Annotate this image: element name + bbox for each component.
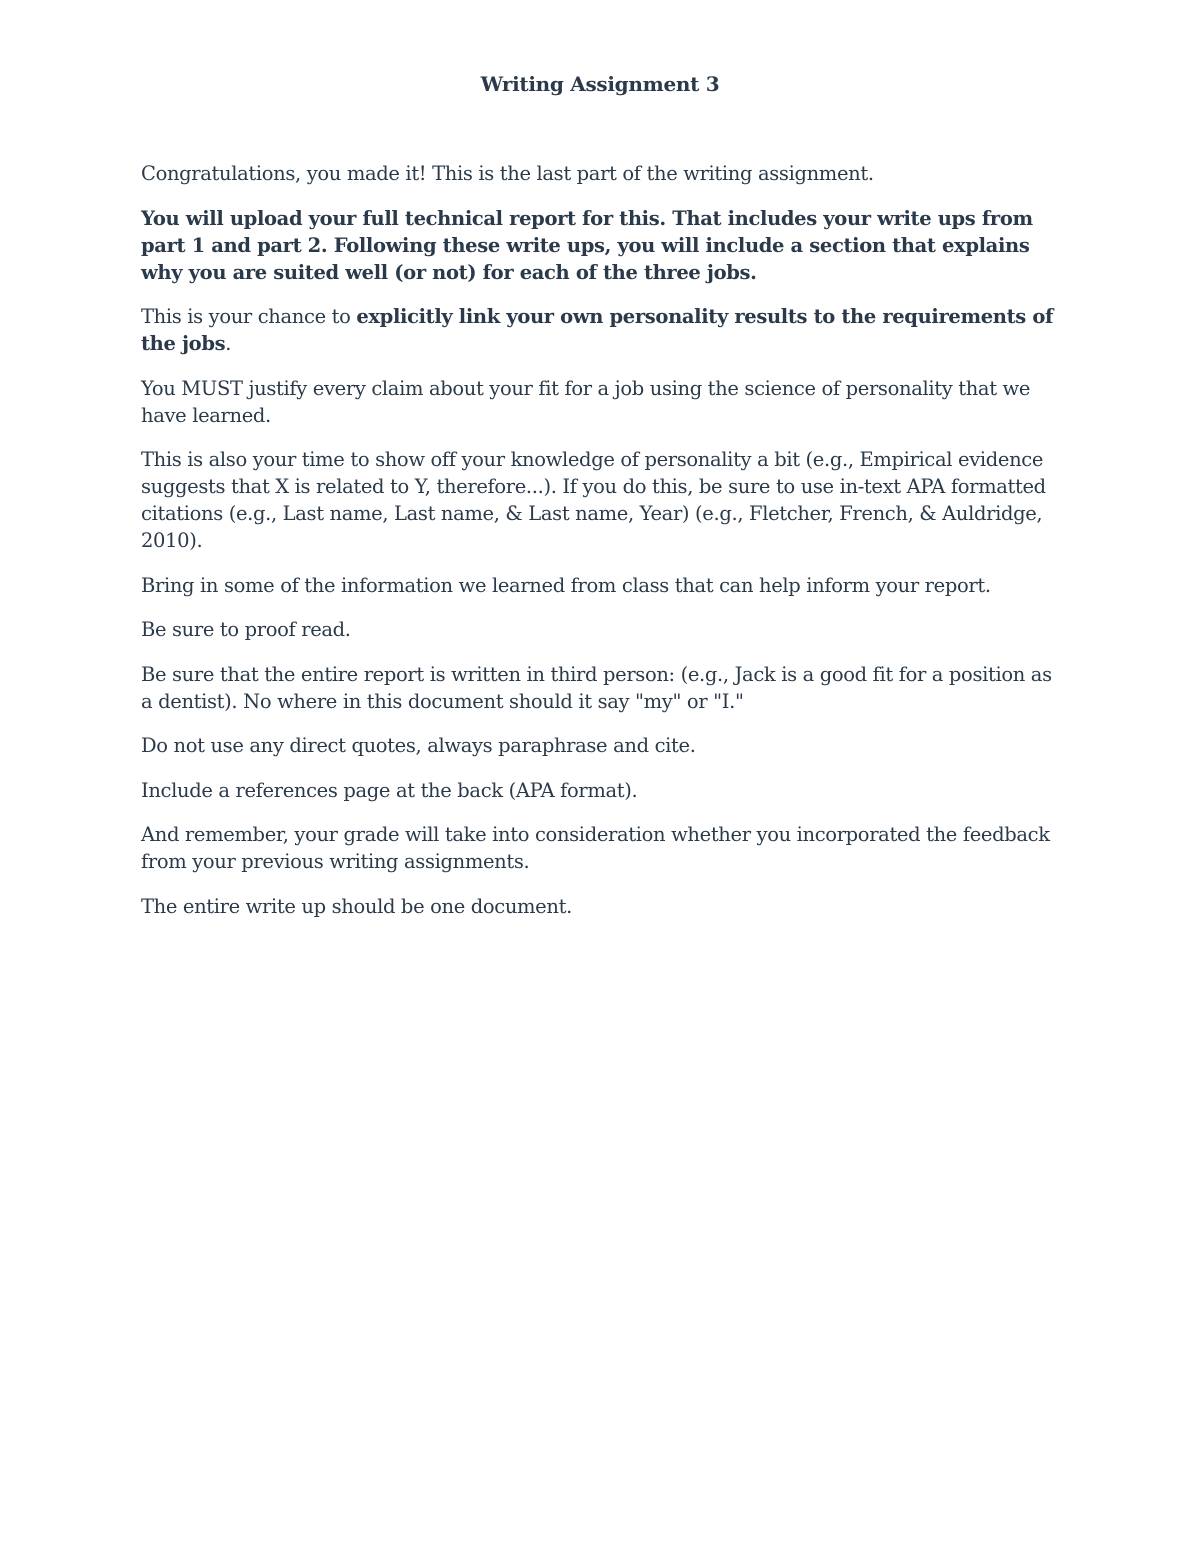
document-body	[141, 160, 1066, 937]
paragraph-link-personality-end: .	[225, 332, 232, 355]
paragraph-link-personality-start: This is your chance to	[141, 305, 357, 328]
paragraph-proof-read: Be sure to proof read.	[141, 618, 351, 641]
document-title: Writing Assignment 3	[480, 72, 720, 96]
paragraph-show-knowledge: This is also your time to show off your knowledge of personality a bit (e.g., Empirical evidence suggests that X is related to Y, therefore...). If you do this, be sure to use in-text APA formatted citations (e.g., Last name, Last name, & Last name, Year) (e.g., Fletcher, French, & Auldridge, 2010).	[141, 448, 1046, 552]
paragraph-references-page: Include a references page at the back (APA format).	[141, 778, 638, 802]
paragraph-class-information: Bring in some of the information we learned from class that can help inform your report.	[141, 573, 991, 597]
paragraph-feedback: And remember, your grade will take into consideration whether you incorporated the feedback from your previous writing assignments.	[141, 823, 1050, 873]
paragraph-link-personality	[141, 303, 1066, 357]
paragraph-no-quotes: Do not use any direct quotes, always paraphrase and cite.	[141, 734, 696, 757]
paragraph-upload-report: You will upload your full technical report for this. That includes your write ups from part 1 and part 2. Following these write ups, you will include a section that explains why you are suited well (or not) for each of the three jobs.	[141, 206, 1033, 284]
paragraph-congratulations: Congratulations, you made it! This is the last part of the writing assignment.	[141, 162, 874, 185]
paragraph-one-document: The entire write up should be one document.	[141, 894, 572, 918]
paragraph-justify-claims: You MUST justify every claim about your fit for a job using the science of personality that we have learned.	[141, 376, 1031, 427]
paragraph-link-personality-bold: explicitly link your own personality results to the requirements of the jobs	[141, 305, 1054, 355]
paragraph-third-person: Be sure that the entire report is written in third person: (e.g., Jack is a good fit for a position as a dentist). No where in this document should it say "my" or "I."	[141, 662, 1052, 713]
